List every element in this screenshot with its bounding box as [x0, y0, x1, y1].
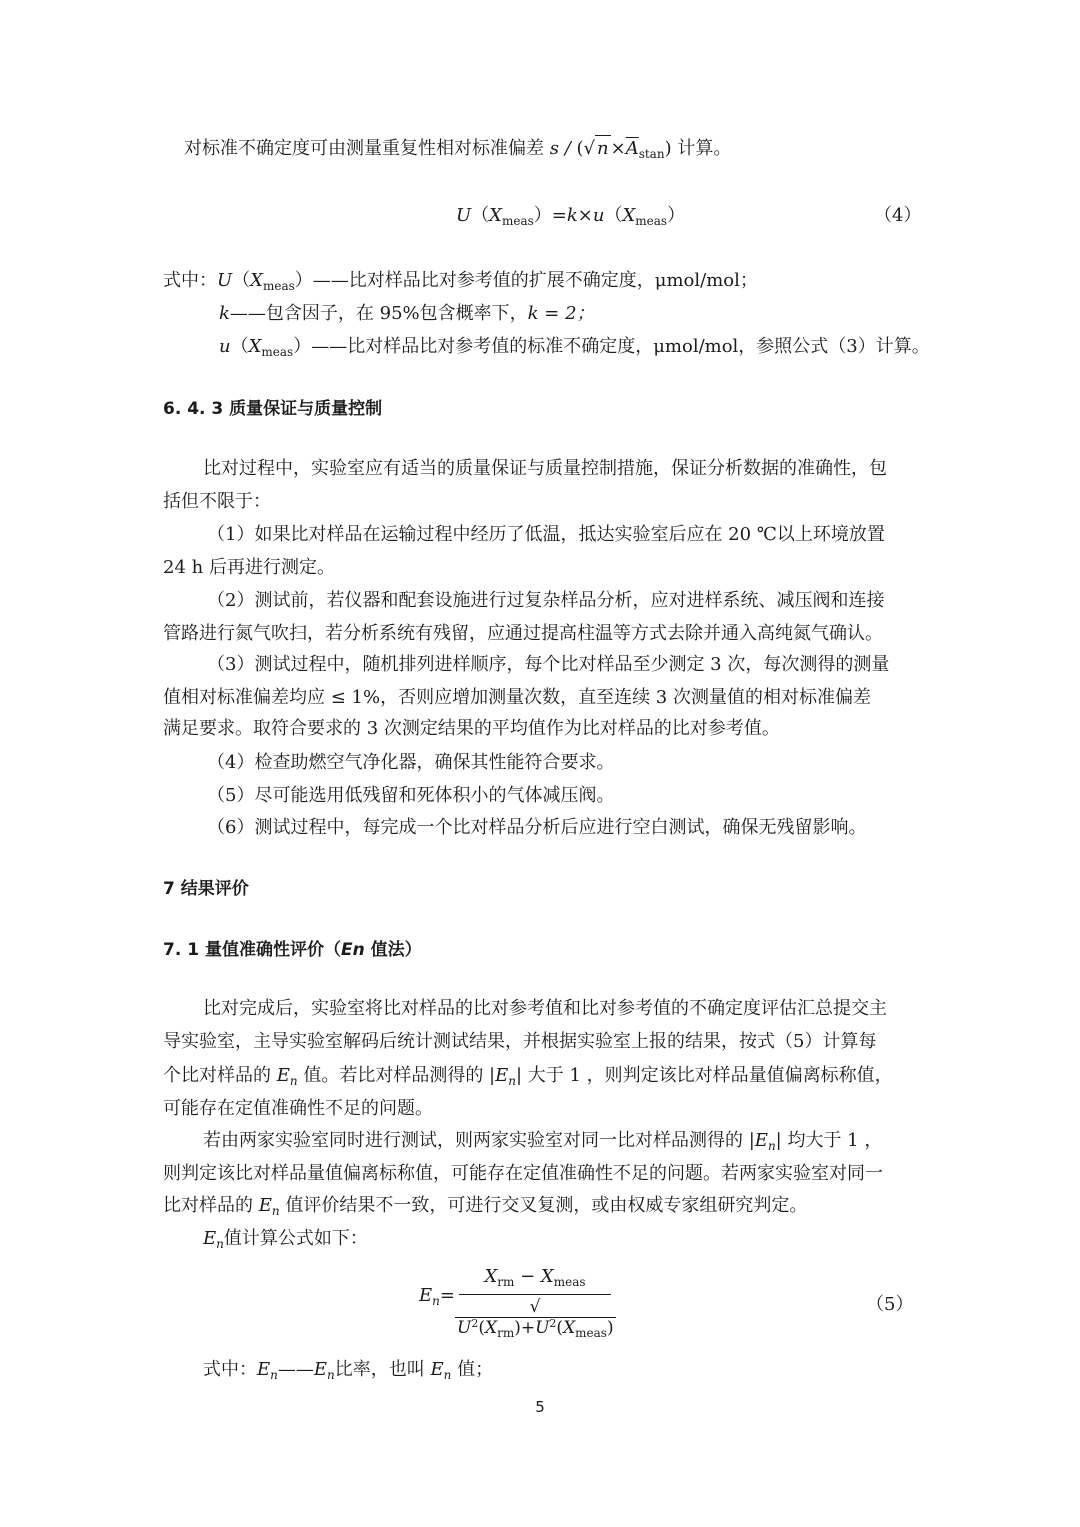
page-number: 5	[535, 1398, 545, 1416]
item-6: （6）测试过程中，每完成一个比对样品分析后应进行空白测试，确保无残留影响。	[207, 817, 867, 838]
equation-5-number: （5）	[866, 1294, 914, 1315]
heading-7-1: 7. 1 量值准确性评价（En 值法）	[163, 940, 422, 960]
item-2-line1: （2）测试前，若仪器和配套设施进行过复杂样品分析，应对进样系统、减压阀和连接	[207, 590, 885, 611]
defs4-u: $u(X_{meas})——$比对样品比对参考值的标准不确定度，μmol/mol，参照公式（3）计算。	[219, 336, 930, 359]
para-643-line1: 比对过程中，实验室应有适当的质量保证与质量控制措施，保证分析数据的准确性，包	[203, 458, 887, 479]
para-71b-line2: 则判定该比对样品量值偏离标称值，可能存在定值准确性不足的问题。若两家实验室对同一	[163, 1163, 883, 1184]
equation-5-lhs: $E_n=$	[419, 1285, 455, 1308]
para-71b-line1: 若由两家实验室同时进行测试，则两家实验室对同一比对样品测得的 $|E_n|$ 均大于 1 ，	[203, 1130, 883, 1153]
item-4: （4）检查助燃空气净化器，确保其性能符合要求。	[207, 752, 615, 773]
equation-4-number: （4）	[874, 205, 922, 226]
defs4-k: k——包含因子，在 95%包含概率下，k = 2；	[219, 303, 595, 324]
equation-5-fraction	[455, 1266, 615, 1340]
para-71-line1: 比对完成后，实验室将比对样品的比对参考值和比对参考值的不确定度评估汇总提交主	[203, 998, 887, 1019]
equation-5-numerator: $X_{rm} - X_{meas}$	[484, 1266, 586, 1289]
item-3-line2: 值相对标准偏差均应 ≤ 1%，否则应增加测量次数，直至连续 3 次测量值的相对标准偏差	[163, 687, 871, 708]
intro-line	[184, 135, 731, 162]
formula-s: s /	[549, 138, 571, 159]
para-71-line4: 可能存在定值准确性不足的问题。	[163, 1098, 433, 1119]
defs4-U: 式中：$U(X_{meas})——$比对样品比对参考值的扩展不确定度，μmol/mol；	[163, 270, 758, 293]
item-1-line1: （1）如果比对样品在运输过程中经历了低温，抵达实验室后应在 20 ℃以上环境放置	[207, 524, 885, 545]
heading-6-4-3: 6. 4. 3 质量保证与质量控制	[163, 399, 383, 419]
item-3-line3: 满足要求。取符合要求的 3 次测定结果的平均值作为比对样品的比对参考值。	[163, 718, 780, 739]
intro-text: 对标准不确定度可由测量重复性相对标准偏差	[184, 138, 544, 159]
defs5: 式中：$E_n——E_n$比率，也叫 $E_n$ 值；	[203, 1359, 494, 1382]
para-71-line3: 个比对样品的 $E_n$ 值。若比对样品测得的 $|E_n|$ 大于 1 ，则判定该比对样品量值偏离标称值，	[163, 1065, 893, 1088]
para-71-line2: 导实验室，主导实验室解码后统计测试结果，并根据实验室上报的结果，按式（5）计算每	[163, 1031, 877, 1052]
heading-7: 7 结果评价	[163, 879, 249, 899]
item-5: （5）尽可能选用低残留和死体积小的气体减压阀。	[207, 785, 615, 806]
item-3-line1: （3）测试过程中，随机排列进样顺序，每个比对样品至少测定 3 次，每次测得的测量	[207, 654, 890, 675]
formula-sqrt-n: (√ $n \times\overline{A}_{stan}$)	[577, 138, 672, 159]
item-2-line2: 管路进行氮气吹扫，若分析系统有残留，应通过提高柱温等方式去除并通入高纯氮气确认。	[163, 623, 883, 644]
intro-suffix: 计算。	[677, 138, 732, 159]
para-71b-line3: 比对样品的 $E_n$ 值评价结果不一致，可进行交叉复测，或由权威专家组研究判定。	[163, 1195, 808, 1218]
equation-5-denominator: $√U^2(X_{rm})+U^2(X_{meas})$	[457, 1297, 614, 1340]
equation-4: $U(X_{meas})=k\times u(X_{meas})$	[456, 205, 686, 228]
item-1-line2: 24 h 后再进行测定。	[163, 557, 335, 578]
para-643-line2: 括但不限于：	[163, 491, 271, 512]
para-71c: $E_n$值计算公式如下：	[203, 1228, 368, 1251]
